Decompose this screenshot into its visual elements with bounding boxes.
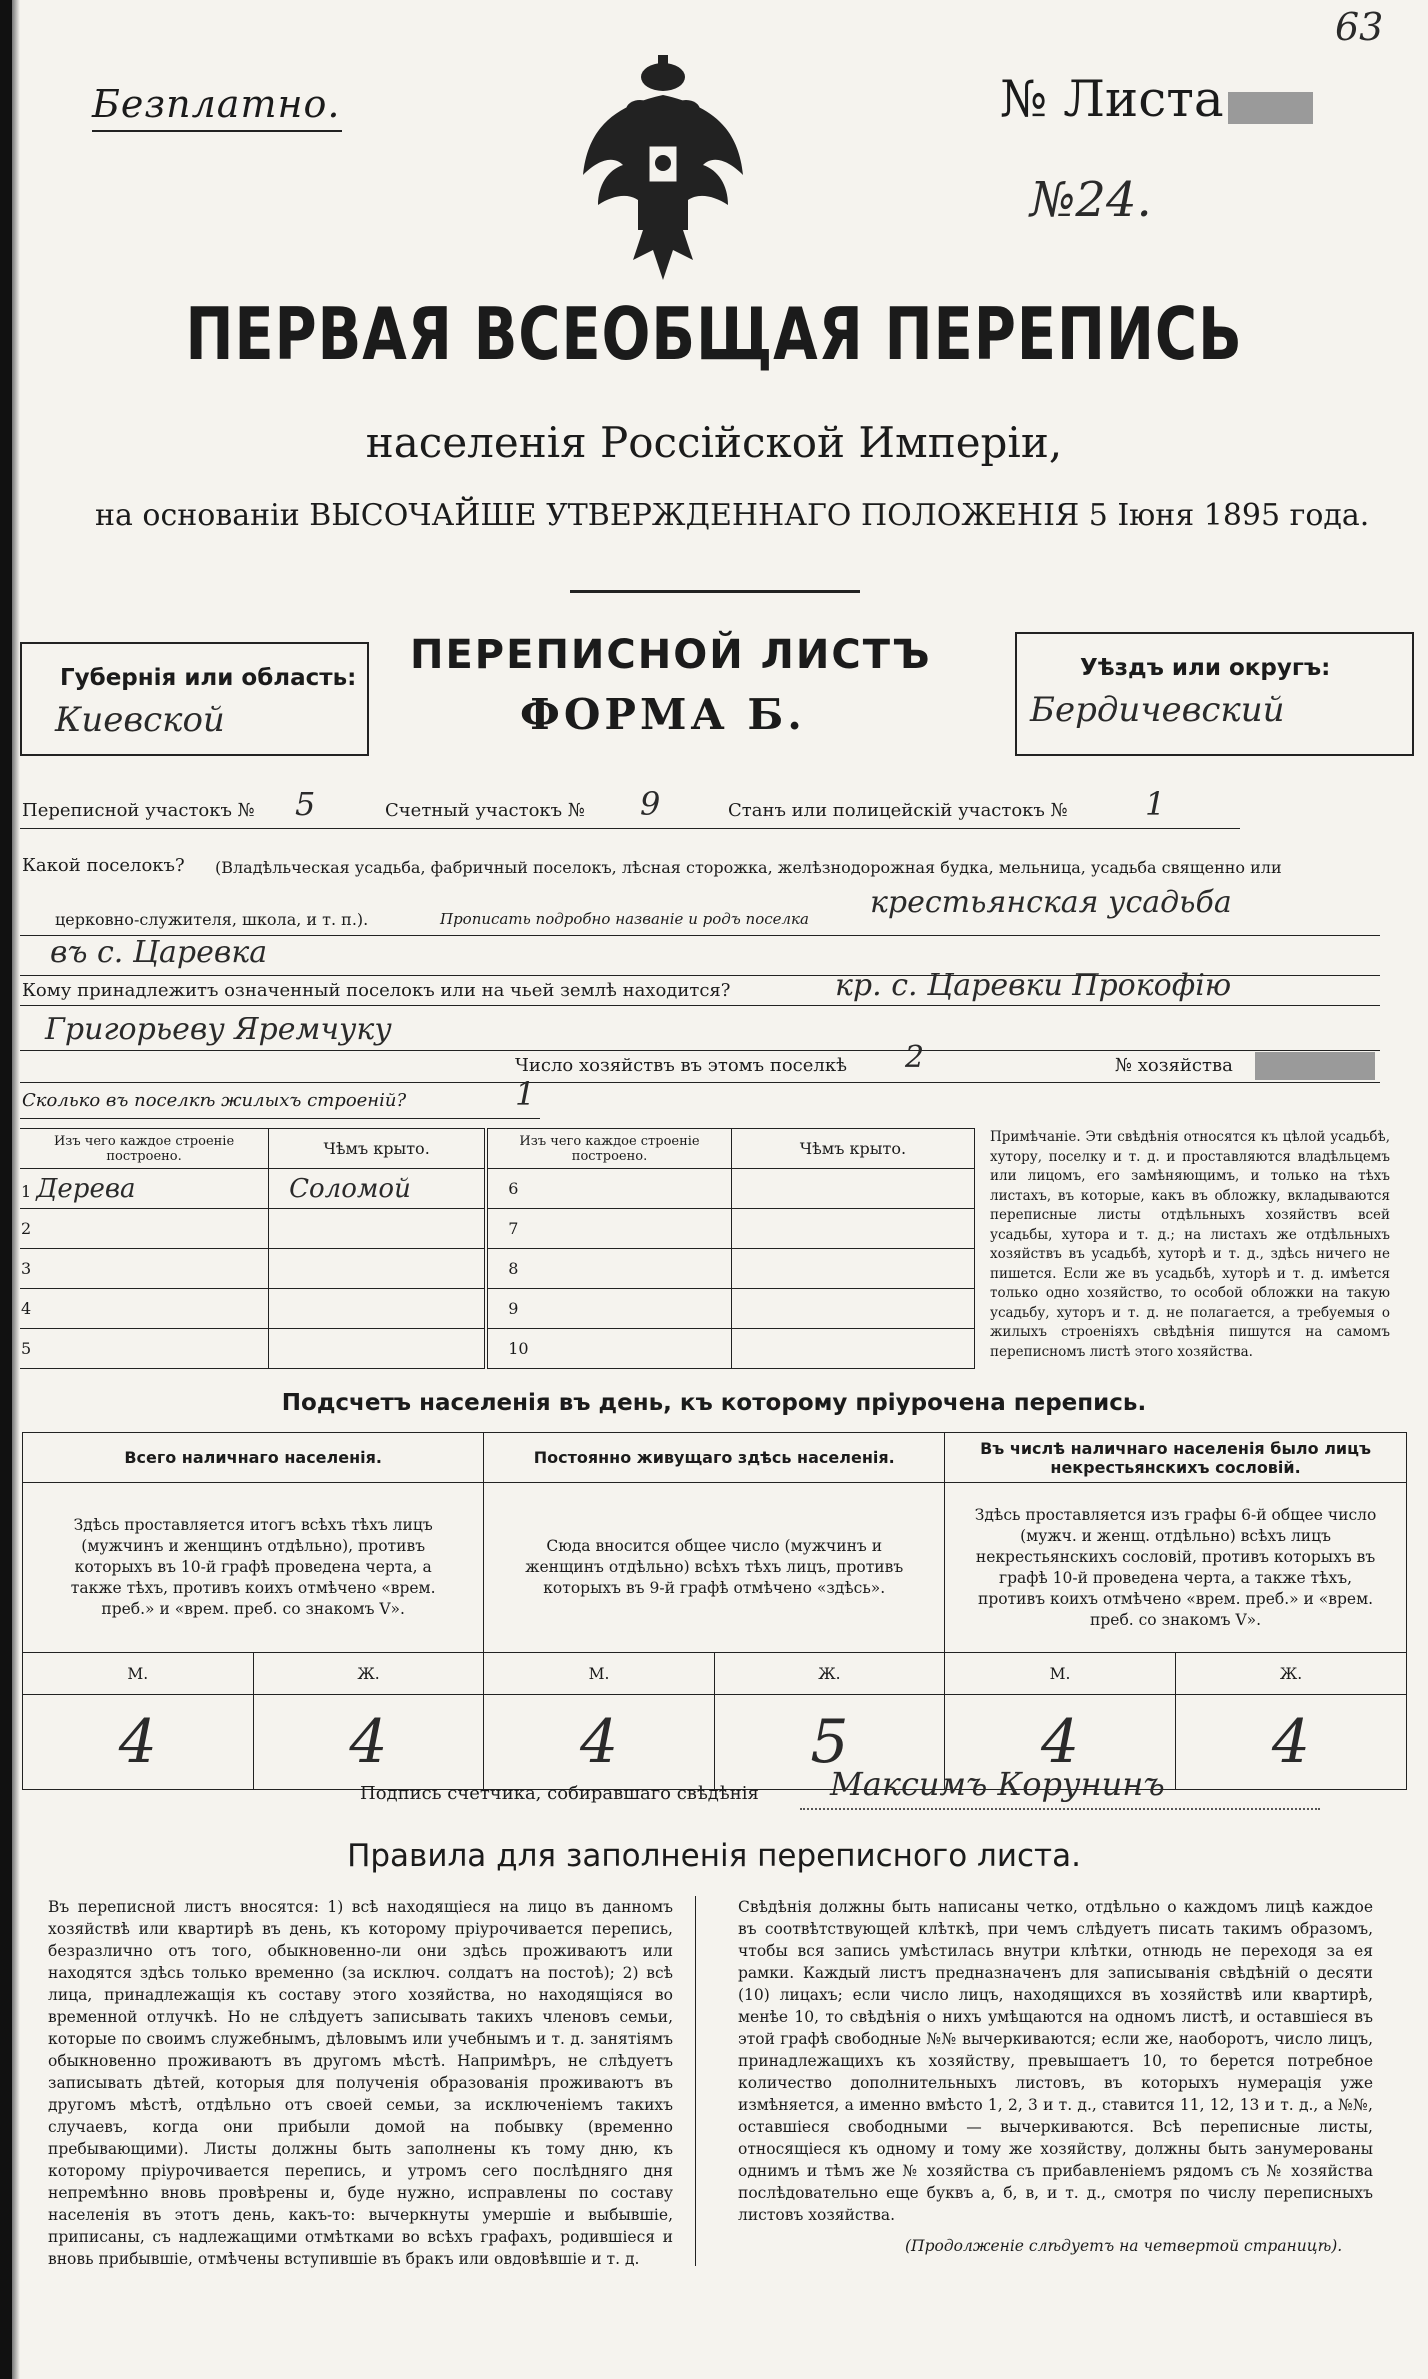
- row-number: 10: [486, 1329, 731, 1369]
- row-number: 9: [486, 1289, 731, 1329]
- signature-label: Подпись счетчика, собиравшаго свѣдѣнія: [360, 1783, 759, 1804]
- signature-value: Максимъ Корунинъ: [830, 1765, 1165, 1803]
- owner-label: Кому принадлежитъ означенный поселокъ или на чьей землѣ находится?: [22, 980, 731, 1001]
- stan-value: 1: [1145, 785, 1166, 823]
- roof-cell: [731, 1289, 974, 1329]
- row-number: 3: [20, 1249, 269, 1289]
- row-number: 2: [20, 1209, 269, 1249]
- form-title: ПЕРЕПИСНОЙ ЛИСТЪ: [410, 632, 932, 678]
- settlement-label: Какой поселокъ?: [22, 855, 185, 876]
- form-name: ФОРМА Б.: [520, 690, 806, 739]
- col-material-left: Изъ чего каждое строеніе построено.: [53, 1133, 235, 1164]
- gubernia-value: Киевской: [55, 700, 225, 740]
- table-row: [20, 1249, 975, 1289]
- household-no-redaction: [1255, 1052, 1375, 1080]
- zh-header: Ж.: [253, 1653, 484, 1695]
- row-number: 8: [486, 1249, 731, 1289]
- line-5: [20, 1050, 1380, 1051]
- buildings-table: [20, 1128, 975, 1369]
- roof-cell: [731, 1249, 974, 1289]
- roof-cell: [731, 1329, 974, 1369]
- buildings-label: Сколько въ поселкѣ жилыхъ строеній?: [22, 1090, 407, 1111]
- table-row: [20, 1289, 975, 1329]
- rules-continued: (Продолженіе слѣдуетъ на четвертой страницѣ).: [905, 2237, 1343, 2255]
- rules-divider: [695, 1896, 696, 2266]
- material-cell: Дерева: [36, 1173, 136, 1204]
- count-title: Подсчетъ населенія въ день, къ которому пріурочена перепись.: [281, 1390, 1147, 1416]
- roof-cell: [731, 1209, 974, 1249]
- rules-right: Свѣдѣнія должны быть написаны четко, отдѣльно о каждомъ лицѣ каждое въ соотвѣтствующей клѣткѣ, при чемъ слѣдуетъ писать такимъ образомъ, чтобы вся запись умѣстилась внутри клѣтки, отнюдь не переходя за ея рамки. Каждый листъ предназначенъ для записыванія свѣдѣній о десяти (10) лицахъ; если число лицъ, находящихся въ хозяйствѣ или квартирѣ, менѣе 10, то свѣдѣнія о нихъ умѣщаются на одномъ листѣ, и оставшіеся въ этой графѣ свободные №№ вычеркиваются; если же, наоборотъ, число лицъ, принадлежащихъ къ хозяйству, превышаетъ 10, то берется потребное количество дополнительныхъ листовъ, въ которыхъ нумерація уже измѣняется, а именно вмѣсто 1, 2, 3 и т. д., ставится 11, 12, 13 и т. д., а №№, оставшіеся свободными — вычеркиваются. Всѣ переписные листы, относящіеся къ одному и тому же хозяйству, должны быть занумерованы однимъ и тѣмъ же № хозяйства съ прибавленіемъ рядомъ съ № хозяйства послѣдовательно еще буквъ а, б, в, и т. д., смотря по числу переписныхъ листовъ хозяйства.: [738, 1898, 1373, 2224]
- row-number: 1: [21, 1181, 32, 1201]
- gubernia-label: Губернія или область:: [60, 665, 357, 691]
- line-1: [20, 828, 1240, 829]
- roof-cell: [269, 1289, 487, 1329]
- free-label: Безплатно.: [92, 82, 341, 126]
- count-value: 4: [945, 1695, 1176, 1790]
- row-number: 6: [486, 1169, 731, 1209]
- count-value: 4: [1176, 1695, 1407, 1790]
- count-district-label: Счетный участокъ №: [385, 800, 585, 821]
- rules-left: Въ переписной листъ вносятся: 1) всѣ находящіеся на лицо въ данномъ хозяйствѣ или квартирѣ въ день, къ которому пріурочивается перепись, безразлично отъ того, обыкновенно-ли они здѣсь проживаютъ или находятся здѣсь только временно (за исключ. солдатъ на постоѣ); 2) всѣ лица, принадлежащія къ составу этого хозяйства, но находящіяся во временной отлучкѣ. Но не слѣдуетъ записывать такихъ членовъ семьи, которые по своимъ служебнымъ, дѣловымъ или учебнымъ и т. д. занятіямъ обыкновенно проживаютъ въ другомъ мѣстѣ. Напримѣръ, не слѣдуетъ записывать дѣтей, которыя для полученія образованія проживаютъ въ другомъ мѣстѣ, отдѣльно отъ своей семьи, за исключеніемъ такихъ случаевъ, когда они прибыли домой на побывку (временно пребывающими). Листы должны быть заполнены къ тому дню, къ которому пріурочивается перепись, и утромъ сего послѣдняго дня непремѣнно вновь провѣрены и, буде нужно, исправлены по составу населенія въ этотъ день, какъ-то: вычеркнуты умершіе и выбывшіе, приписаны, съ надлежащими отмѣтками во всѣхъ графахъ, родившіеся и вновь прибывшіе, отмѣчены вступившіе въ бракъ или овдовѣвшіе и т. д.: [48, 1898, 673, 2268]
- uezd-label: Уѣздъ или округъ:: [1080, 655, 1331, 681]
- line-6: [20, 1082, 1380, 1083]
- divider: [570, 590, 860, 593]
- sheet-no-label: № Листа: [1000, 70, 1224, 128]
- scan-edge-shadow: [12, 0, 20, 2379]
- sheet-no-value: №24.: [1030, 172, 1152, 228]
- uezd-value: Бердичевский: [1030, 690, 1285, 730]
- roof-cell: [269, 1249, 487, 1289]
- table-row: [20, 1209, 975, 1249]
- table-row: [20, 1169, 975, 1209]
- rules-title: Правила для заполненія переписного листа.: [347, 1838, 1081, 1874]
- count-col-head-1: Всего наличнаго населенія.: [23, 1433, 484, 1483]
- count-value: 4: [23, 1695, 254, 1790]
- count-col-desc-1: Здѣсь проставляется итогъ всѣхъ тѣхъ лицъ (мужчинъ и женщинъ отдѣльно), противъ которыхъ въ 10-й графѣ проведена черта, а также тѣхъ, противъ коихъ отмѣчено «врем. преб.» и «врем. преб. со знакомъ V».: [23, 1483, 484, 1653]
- settlement-hint2: церковно-служителя, школа, и т. п.).: [55, 910, 369, 929]
- row-number: 4: [20, 1289, 269, 1329]
- line-4: [20, 1005, 1380, 1006]
- count-col-desc-2: Сюда вносится общее число (мужчинъ и женщинъ отдѣльно) всѣхъ тѣхъ лицъ, противъ которыхъ въ 9-й графѣ отмѣчено «здѣсь».: [484, 1483, 945, 1653]
- table-row: [20, 1329, 975, 1369]
- roof-cell: [731, 1169, 974, 1209]
- census-subtitle: населенія Россійской Имперіи,: [365, 418, 1063, 467]
- owner-value: кр. с. Царевки Прокофію: [835, 968, 1232, 1003]
- col-material-right: Изъ чего каждое строеніе построено.: [519, 1133, 700, 1164]
- household-no-label: № хозяйства: [1115, 1055, 1233, 1076]
- row-number: 7: [486, 1209, 731, 1249]
- coat-of-arms-icon: [578, 55, 748, 285]
- m-header: М.: [484, 1653, 714, 1695]
- count-district-value: 9: [640, 785, 661, 823]
- stan-label: Станъ или полицейскій участокъ №: [728, 800, 1068, 821]
- settlement-hint: (Владѣльческая усадьба, фабричный поселокъ, лѣсная сторожка, желѣзнодорожная будка, мельница, усадьба священно или: [215, 858, 1282, 877]
- roof-cell: [269, 1329, 487, 1369]
- note: Примѣчаніе. Эти свѣдѣнія относятся къ цѣлой усадьбѣ, хутору, поселку и т. д. и проставляются владѣльцемъ или лицомъ, его замѣняющимъ, и только на тѣхъ листахъ, въ которые, какъ въ обложку, вкладываются переписные листы отдѣльныхъ хозяйствъ всей усадьбы, хутора и т. д.; на листахъ же отдѣльныхъ хозяйствъ въ усадьбѣ, хуторѣ и т. д., здѣсь ничего не пишется. Если же въ усадьбѣ, хуторѣ и т. д. имѣется только одно хозяйство, то особой обложки на такую усадьбу, хуторъ и т. д. не полагается, а требуемыя о жилыхъ строеніяхъ свѣдѣнія пишутся на самомъ переписномъ листѣ этого хозяйства.: [990, 1129, 1390, 1360]
- col-roof-right: Чѣмъ крыто.: [799, 1139, 907, 1158]
- households-label: Число хозяйствъ въ этомъ поселкѣ: [515, 1055, 847, 1076]
- population-count-table: [22, 1432, 1407, 1790]
- settlement-value: крестьянская усадьба: [870, 885, 1232, 920]
- row-number: 5: [20, 1329, 269, 1369]
- scan-edge: [0, 0, 12, 2379]
- m-header: М.: [945, 1653, 1176, 1695]
- count-value: 4: [253, 1695, 484, 1790]
- zh-header: Ж.: [1176, 1653, 1407, 1695]
- households-value: 2: [905, 1040, 925, 1075]
- owner-value2: Григорьеву Яремчуку: [45, 1012, 392, 1047]
- corner-number: 63: [1335, 5, 1384, 49]
- count-col-desc-3: Здѣсь проставляется изъ графы 6-й общее число (мужч. и женщ. отдѣльно) всѣхъ лицъ некрестьянскихъ сословій, противъ которыхъ въ графѣ 10-й проведена черта, а также тѣхъ, противъ коихъ отмѣчено «врем. преб.» и «врем. преб. со знакомъ V».: [945, 1483, 1407, 1653]
- signature-line: [800, 1808, 1320, 1810]
- census-basis: на основаніи ВЫСОЧАЙШЕ УТВЕРЖДЕННАГО ПОЛОЖЕНІЯ 5 Іюня 1895 года.: [95, 498, 1370, 533]
- settlement-instr: Прописать подробно названіе и родъ поселка: [440, 910, 809, 928]
- sheet-no-redaction: [1228, 92, 1313, 124]
- col-roof-left: Чѣмъ крыто.: [323, 1139, 430, 1158]
- m-header: М.: [23, 1653, 254, 1695]
- count-value: 4: [484, 1695, 714, 1790]
- census-district-value: 5: [295, 785, 316, 823]
- buildings-value: 1: [515, 1075, 536, 1113]
- line-7: [20, 1118, 540, 1119]
- settlement-value2: въ с. Царевка: [50, 935, 268, 970]
- count-col-head-3: Въ числѣ наличнаго населенія было лицъ некрестьянскихъ сословій.: [945, 1433, 1407, 1483]
- free-underline: [92, 130, 342, 132]
- census-title: ПЕРВАЯ ВСЕОБЩАЯ ПЕРЕПИСЬ: [185, 292, 1243, 376]
- roof-cell: Соломой: [269, 1169, 487, 1209]
- roof-cell: [269, 1209, 487, 1249]
- count-col-head-2: Постоянно живущаго здѣсь населенія.: [484, 1433, 945, 1483]
- census-district-label: Переписной участокъ №: [22, 800, 255, 821]
- count-value: 5: [714, 1695, 944, 1790]
- zh-header: Ж.: [714, 1653, 944, 1695]
